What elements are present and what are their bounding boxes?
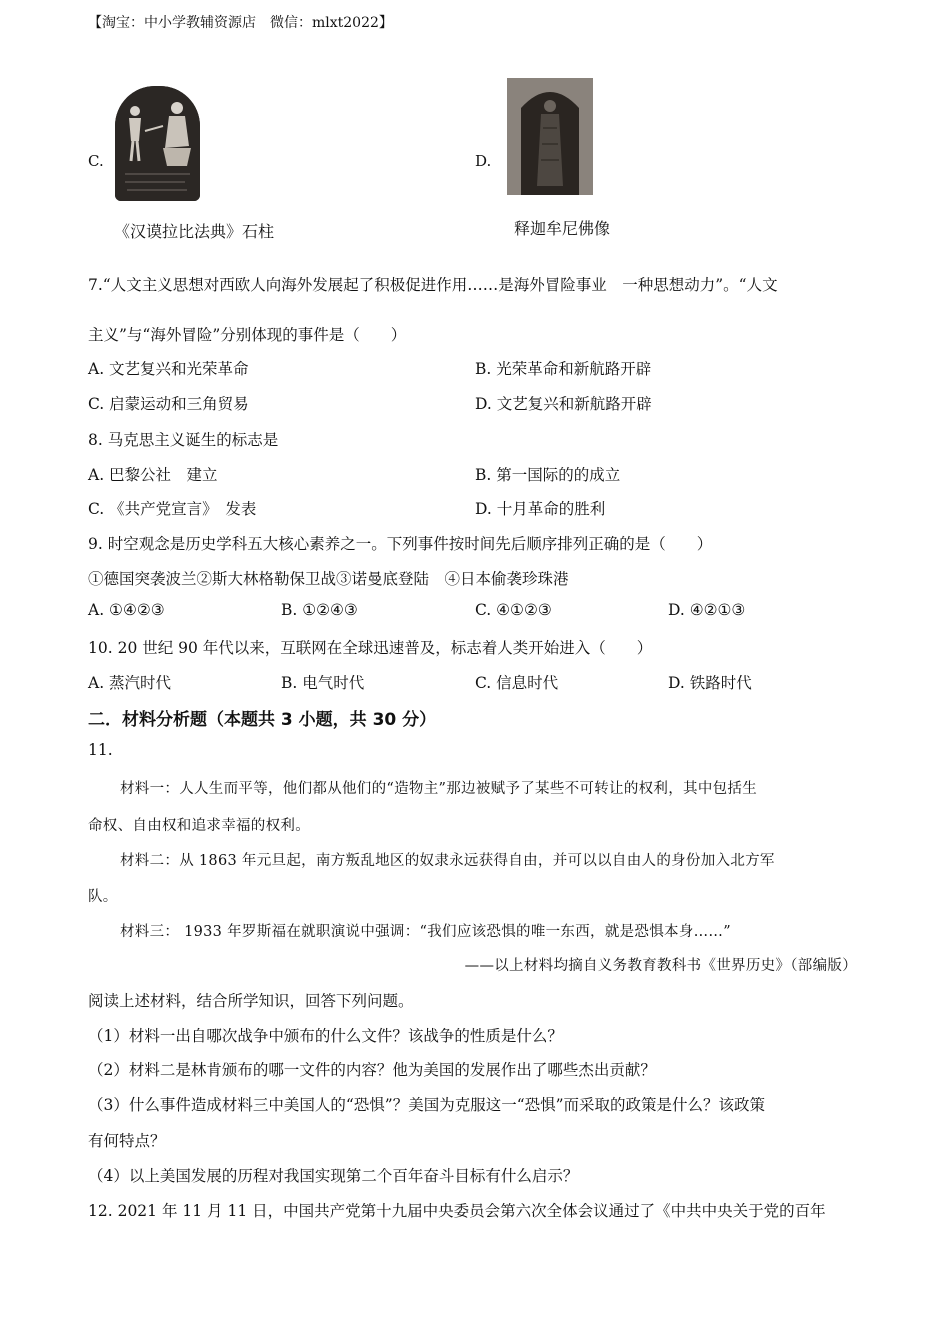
q9-events: ①德国突袭波兰②斯大林格勒保卫战③诺曼底登陆 ④日本偷袭珍珠港: [88, 570, 569, 588]
q9-option-d: D. ④②①③: [668, 601, 746, 619]
q11-sub1: （1）材料一出自哪次战争中颁布的什么文件？该战争的性质是什么？: [88, 1027, 563, 1045]
q7-option-a: A. 文艺复兴和光荣革命: [88, 360, 249, 378]
q11-number: 11.: [88, 741, 113, 759]
q11-sub3-line1: （3）什么事件造成材料三中美国人的“恐惧”？美国为克服这一“恐惧”而采取的政策是什么？该政策: [88, 1096, 766, 1114]
q7-option-b: B. 光荣革命和新航路开辟: [475, 360, 652, 378]
q10-option-c: C. 信息时代: [475, 674, 559, 692]
q10-stem: 10. 20 世纪 90 年代以来，互联网在全球迅速普及，标志着人类开始进入（ ）: [88, 639, 653, 657]
q11-instruction: 阅读上述材料，结合所学知识，回答下列问题。: [88, 992, 414, 1010]
q7-option-c: C. 启蒙运动和三角贸易: [88, 395, 249, 413]
q11-material3: 材料三： 1933 年罗斯福在就职演说中强调：“我们应该恐惧的唯一东西，就是恐惧本身……”: [120, 924, 731, 940]
q11-material1-line2: 命权、自由权和追求幸福的权利。: [88, 818, 310, 834]
q12-stem-line1: 12. 2021 年 11 月 11 日，中国共产党第十九届中央委员会第六次全体会议通过了《中共中央关于党的百年: [88, 1202, 826, 1220]
section-heading: 二．材料分析题（本题共 3 小题，共 30 分）: [88, 710, 437, 730]
hammurabi-stele-image: [115, 86, 200, 201]
q10-option-d: D. 铁路时代: [668, 674, 752, 692]
option-c-label: C.: [88, 152, 104, 170]
q8-option-a: A. 巴黎公社 建立: [88, 466, 218, 484]
option-d-label: D.: [475, 152, 492, 170]
q8-option-b: B. 第一国际的的成立: [475, 466, 621, 484]
q9-option-b: B. ①②④③: [281, 601, 358, 619]
q8-option-d: D. 十月革命的胜利: [475, 500, 606, 518]
q11-sub3-line2: 有何特点？: [88, 1132, 166, 1150]
q8-option-c: C. 《共产党宣言》 发表: [88, 500, 257, 518]
q10-option-a: A. 蒸汽时代: [88, 674, 172, 692]
q8-stem: 8. 马克思主义诞生的标志是: [88, 431, 279, 449]
q11-material2-line2: 队。: [88, 889, 118, 905]
q11-sub4: （4）以上美国发展的历程对我国实现第二个百年奋斗目标有什么启示？: [88, 1167, 579, 1185]
q9-option-a: A. ①④②③: [88, 601, 165, 619]
q11-material1-line1: 材料一：人人生而平等，他们都从他们的“造物主”那边被赋予了某些不可转让的权利，其中包括生: [120, 781, 758, 797]
q10-option-b: B. 电气时代: [281, 674, 365, 692]
q11-material2-line1: 材料二：从 1863 年元旦起，南方叛乱地区的奴隶永远获得自由，并可以以自由人的身份加入北方军: [120, 853, 775, 869]
q7-option-d: D. 文艺复兴和新航路开辟: [475, 395, 652, 413]
q11-source: ——以上材料均摘自义务教育教科书《世界历史》（部编版）: [464, 958, 857, 974]
q7-stem-line2: 主义”与“海外冒险”分别体现的事件是（ ）: [88, 326, 407, 344]
option-c-caption: 《汉谟拉比法典》石柱: [114, 222, 275, 241]
page-header: 【淘宝：中小学教辅资源店 微信：mlxt2022】: [88, 15, 393, 31]
buddha-statue-image: [507, 78, 593, 195]
q9-stem: 9. 时空观念是历史学科五大核心素养之一。下列事件按时间先后顺序排列正确的是（ ）: [88, 535, 713, 553]
q7-stem-line1: 7.“人文主义思想对西欧人向海外发展起了积极促进作用……是海外冒险事业 一种思想动力”。“人文: [88, 276, 778, 294]
option-d-caption: 释迦牟尼佛像: [514, 219, 611, 238]
q11-sub2: （2）材料二是林肯颁布的哪一文件的内容？他为美国的发展作出了哪些杰出贡献？: [88, 1061, 656, 1079]
q9-option-c: C. ④①②③: [475, 601, 552, 619]
